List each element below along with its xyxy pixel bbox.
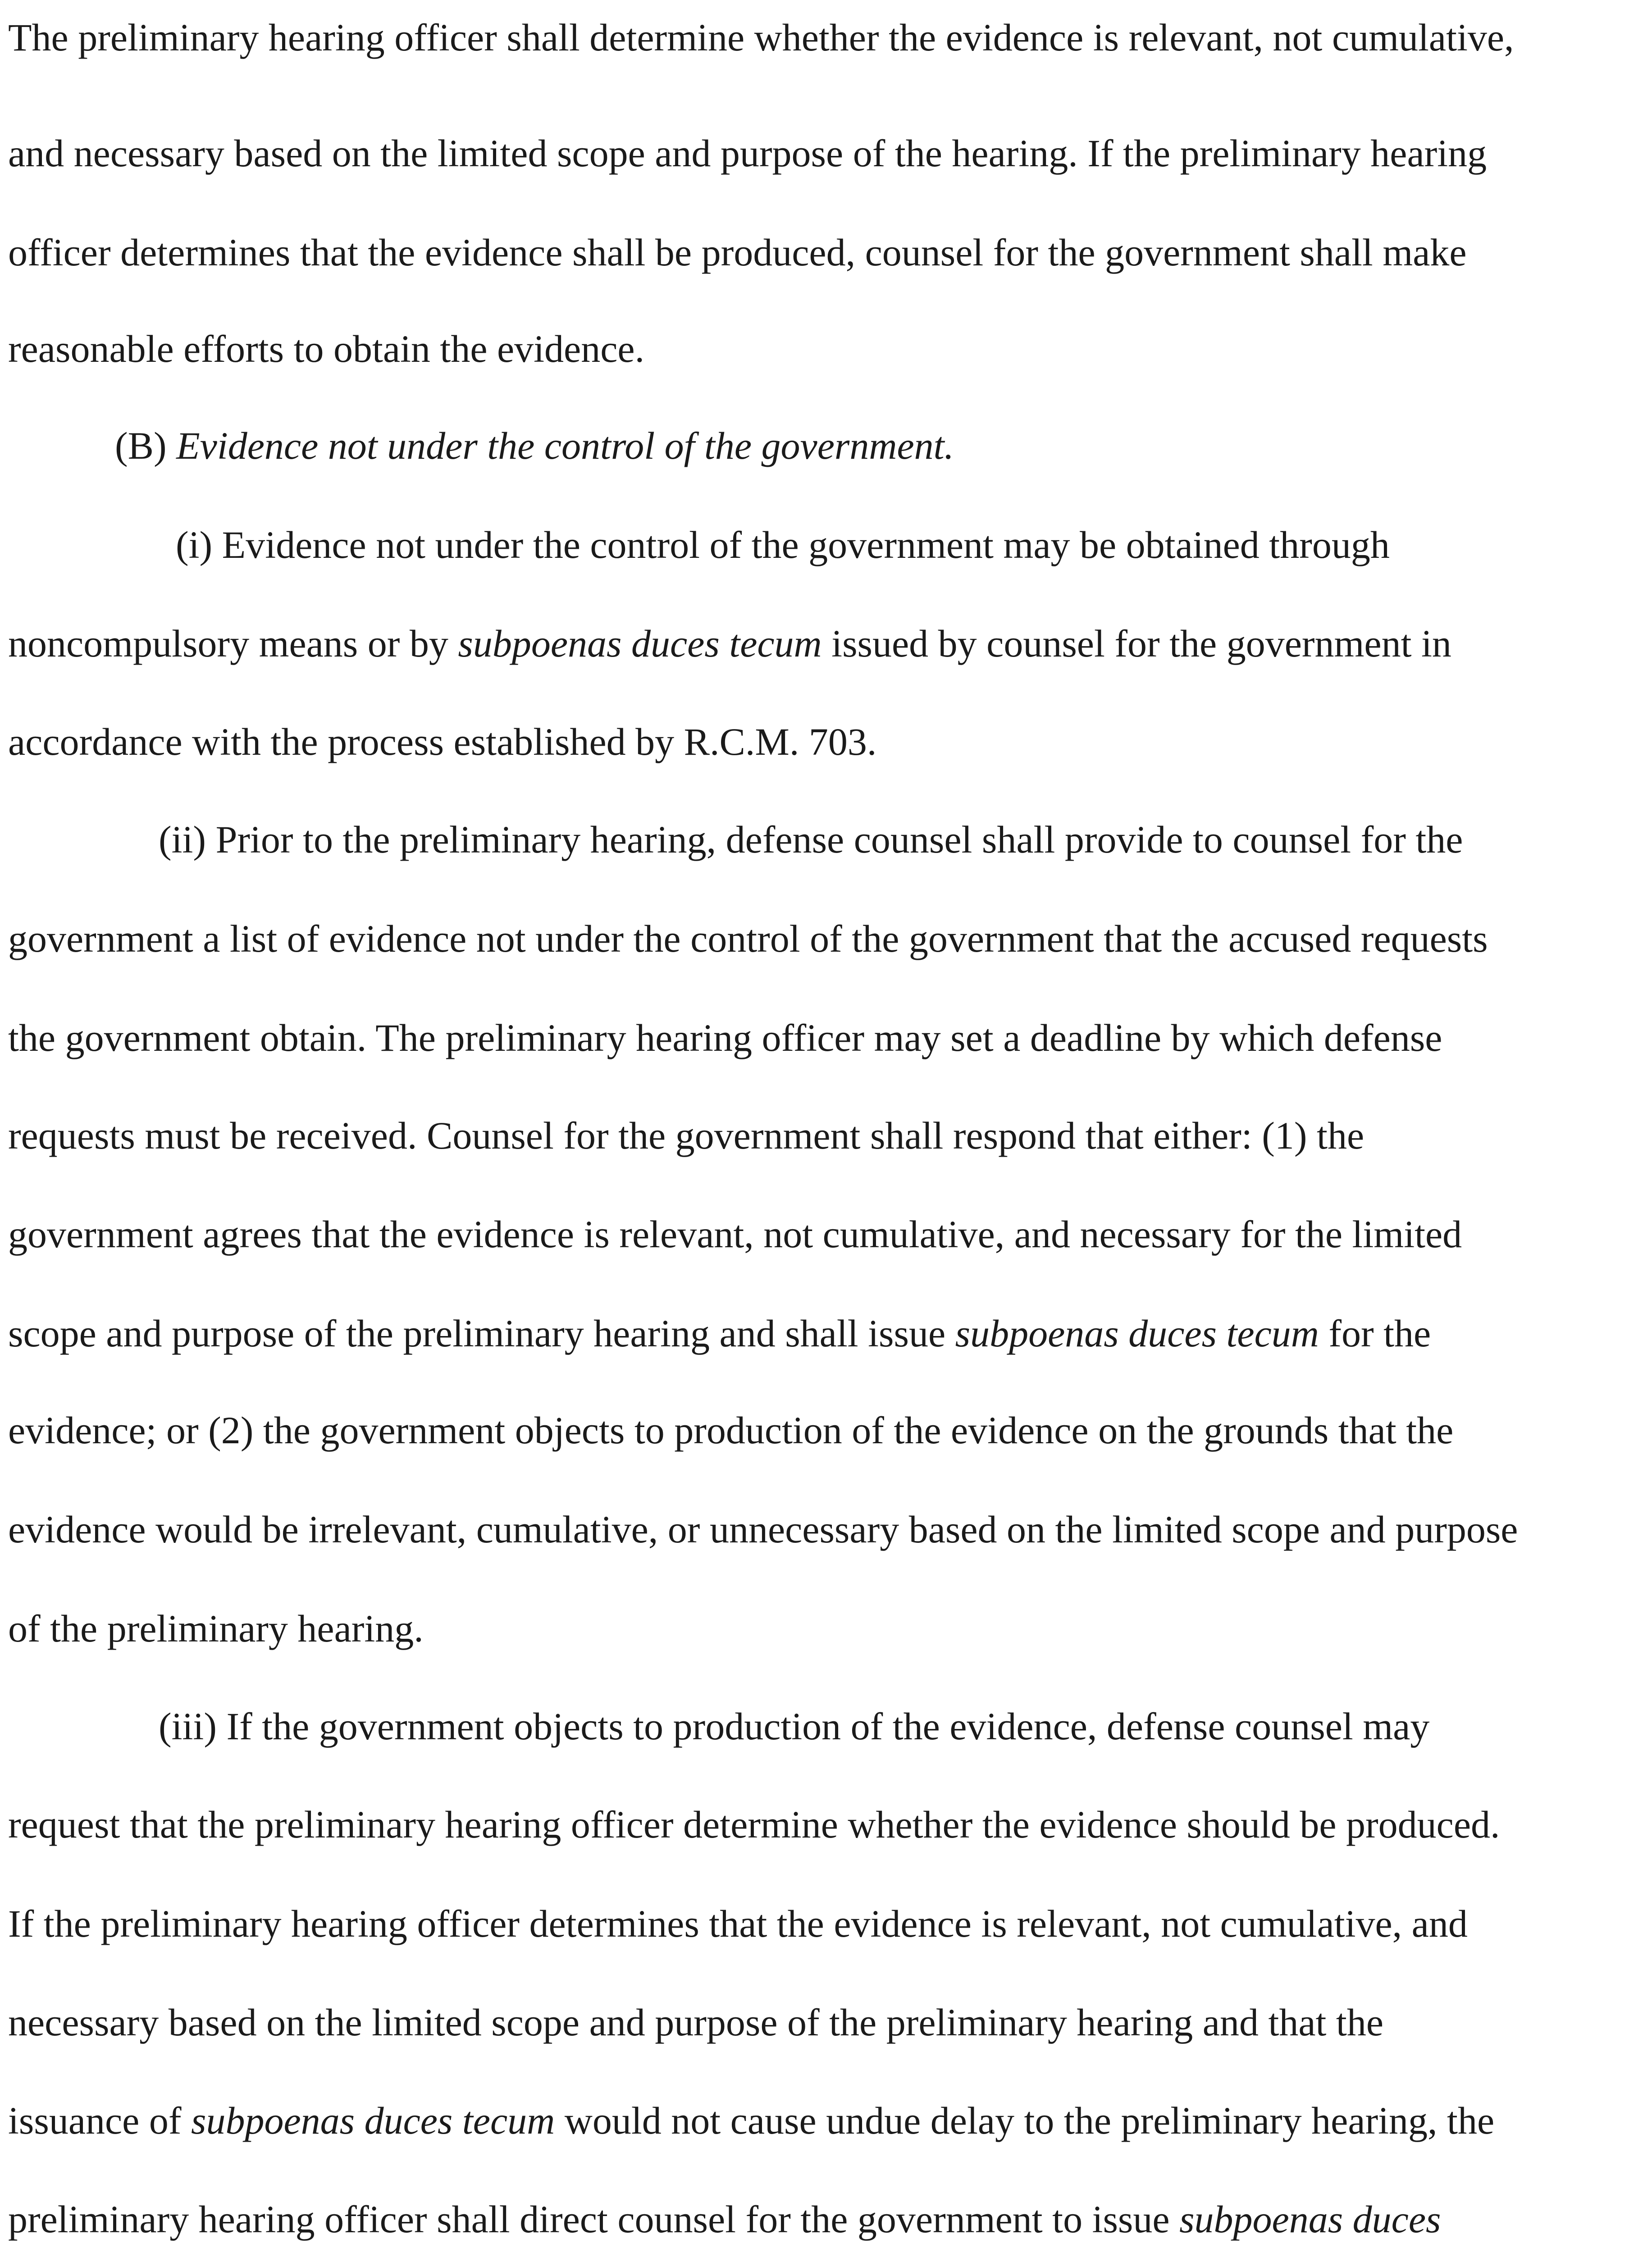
text-line: government agrees that the evidence is relevant, not cumulative, and necessary for the limited (8, 1213, 1462, 1256)
text-line: request that the preliminary hearing officer determine whether the evidence should be produced. (8, 1803, 1500, 1846)
text-line: noncompulsory means or by subpoenas duces tecum issued by counsel for the government in (8, 622, 1451, 665)
text-line: of the preliminary hearing. (8, 1607, 424, 1650)
text-line: scope and purpose of the preliminary hearing and shall issue subpoenas duces tecum for the (8, 1312, 1431, 1355)
text-line: reasonable efforts to obtain the evidence. (8, 327, 645, 370)
paragraph-i-first-line: (i) Evidence not under the control of the government may be obtained through (176, 523, 1390, 566)
text-line: If the preliminary hearing officer determines that the evidence is relevant, not cumulative, and (8, 1902, 1468, 1945)
subsection-heading: (B) Evidence not under the control of the government. (115, 424, 954, 467)
text-line: accordance with the process established by R.C.M. 703. (8, 720, 877, 763)
text-line: evidence; or (2) the government objects to production of the evidence on the grounds that the (8, 1409, 1454, 1452)
paragraph-iii-first-line: (iii) If the government objects to production of the evidence, defense counsel may (159, 1705, 1430, 1748)
text-line: requests must be received. Counsel for the government shall respond that either: (1) the (8, 1114, 1364, 1157)
text-line: necessary based on the limited scope and purpose of the preliminary hearing and that the (8, 2001, 1383, 2044)
text-line: preliminary hearing officer shall direct counsel for the government to issue subpoenas duces (8, 2198, 1441, 2241)
text-line: issuance of subpoenas duces tecum would not cause undue delay to the preliminary hearing, the (8, 2099, 1495, 2142)
text-line: evidence would be irrelevant, cumulative, or unnecessary based on the limited scope and purpose (8, 1508, 1518, 1551)
paragraph-ii-first-line: (ii) Prior to the preliminary hearing, defense counsel shall provide to counsel for the (159, 818, 1463, 861)
text-line: government a list of evidence not under the control of the government that the accused requests (8, 917, 1488, 960)
text-line: and necessary based on the limited scope and purpose of the hearing. If the preliminary hearing (8, 132, 1487, 175)
text-line: the government obtain. The preliminary hearing officer may set a deadline by which defense (8, 1016, 1442, 1059)
text-line: officer determines that the evidence shall be produced, counsel for the government shall make (8, 231, 1467, 274)
text-line: The preliminary hearing officer shall determine whether the evidence is relevant, not cumulative, (8, 16, 1514, 59)
